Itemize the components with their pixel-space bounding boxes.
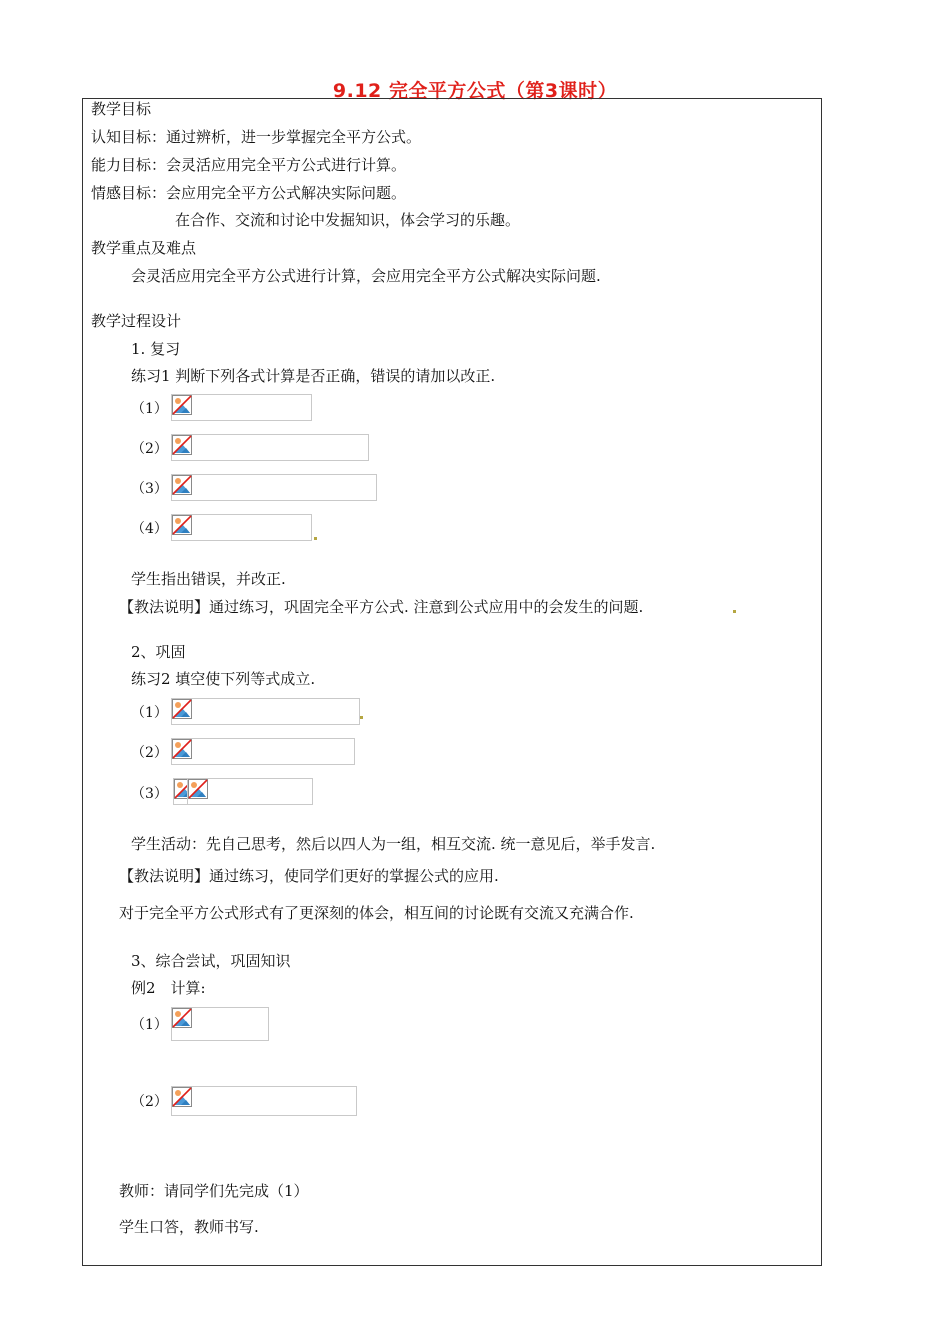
- exercise-2: 练习2 填空使下列等式成立.: [131, 670, 316, 688]
- speck-mark: [733, 610, 736, 613]
- teacher-note: 教师：请同学们先完成（1）: [119, 1182, 309, 1200]
- consolidate-activity: 学生活动：先自己思考，然后以四人为一组，相互交流. 统一意见后，举手发言.: [131, 835, 656, 853]
- example-item-label: （1）: [131, 1017, 168, 1033]
- broken-image-icon: [172, 699, 192, 719]
- broken-image-icon: [188, 779, 208, 799]
- formula-image-box: [171, 434, 369, 461]
- student-note: 学生口答，教师书写.: [119, 1218, 259, 1236]
- review-item-label: （4）: [131, 521, 168, 537]
- broken-image-icon: [172, 739, 192, 759]
- cognitive-objective: 认知目标：通过辨析，进一步掌握完全平方公式。: [91, 128, 422, 146]
- broken-image-icon: [172, 475, 192, 495]
- consolidate-item-label: （2）: [131, 745, 168, 761]
- review-student-note: 学生指出错误，并改正.: [131, 570, 286, 588]
- objectives-heading: 教学目标: [91, 100, 152, 118]
- review-heading: 1. 复习: [131, 340, 181, 358]
- formula-image-box: [171, 698, 360, 725]
- formula-image-box: [171, 514, 312, 541]
- broken-image-icon: [172, 435, 192, 455]
- consolidate-method-note: 【教法说明】通过练习，使同学们更好的掌握公式的应用.: [119, 867, 499, 885]
- process-heading: 教学过程设计: [91, 312, 182, 330]
- review-item-label: （3）: [131, 481, 168, 497]
- review-item-label: （1）: [131, 401, 168, 417]
- broken-image-icon: [172, 1008, 192, 1028]
- consolidate-item-label: （3）: [131, 786, 168, 802]
- broken-image-icon: [172, 515, 192, 535]
- broken-image-icon: [172, 395, 192, 415]
- consolidate-heading: 2、巩固: [131, 643, 186, 661]
- emotional-objective-cont: 在合作、交流和讨论中发掘知识，体会学习的乐趣。: [175, 211, 521, 229]
- page-title: 9.12 完全平方公式（第3课时）: [332, 80, 618, 102]
- formula-image-box: [171, 738, 355, 765]
- speck-mark: [360, 716, 363, 719]
- comprehensive-heading: 3、综合尝试，巩固知识: [131, 952, 291, 970]
- broken-image-icon: [172, 1087, 192, 1107]
- review-method-note: 【教法说明】通过练习，巩固完全平方公式. 注意到公式应用中的会发生的问题.: [119, 598, 644, 616]
- example-2: 例2 计算:: [131, 979, 206, 997]
- consolidate-method-note-cont: 对于完全平方公式形式有了更深刻的体会，相互间的讨论既有交流又充满合作.: [119, 904, 634, 922]
- emotional-objective: 情感目标：会应用完全平方公式解决实际问题。: [91, 184, 407, 202]
- formula-image-box: [171, 394, 312, 421]
- example-item-label: （2）: [131, 1094, 168, 1110]
- speck-mark: [314, 537, 317, 540]
- key-points-heading: 教学重点及难点: [91, 239, 197, 257]
- formula-image-box: [171, 1086, 357, 1116]
- review-item-label: （2）: [131, 441, 168, 457]
- consolidate-item-label: （1）: [131, 705, 168, 721]
- formula-image-box: [171, 474, 377, 501]
- ability-objective: 能力目标：会灵活应用完全平方公式进行计算。: [91, 156, 407, 174]
- exercise-1: 练习1 判断下列各式计算是否正确，错误的请加以改正.: [131, 367, 496, 385]
- key-points-text: 会灵活应用完全平方公式进行计算，会应用完全平方公式解决实际问题.: [131, 267, 601, 285]
